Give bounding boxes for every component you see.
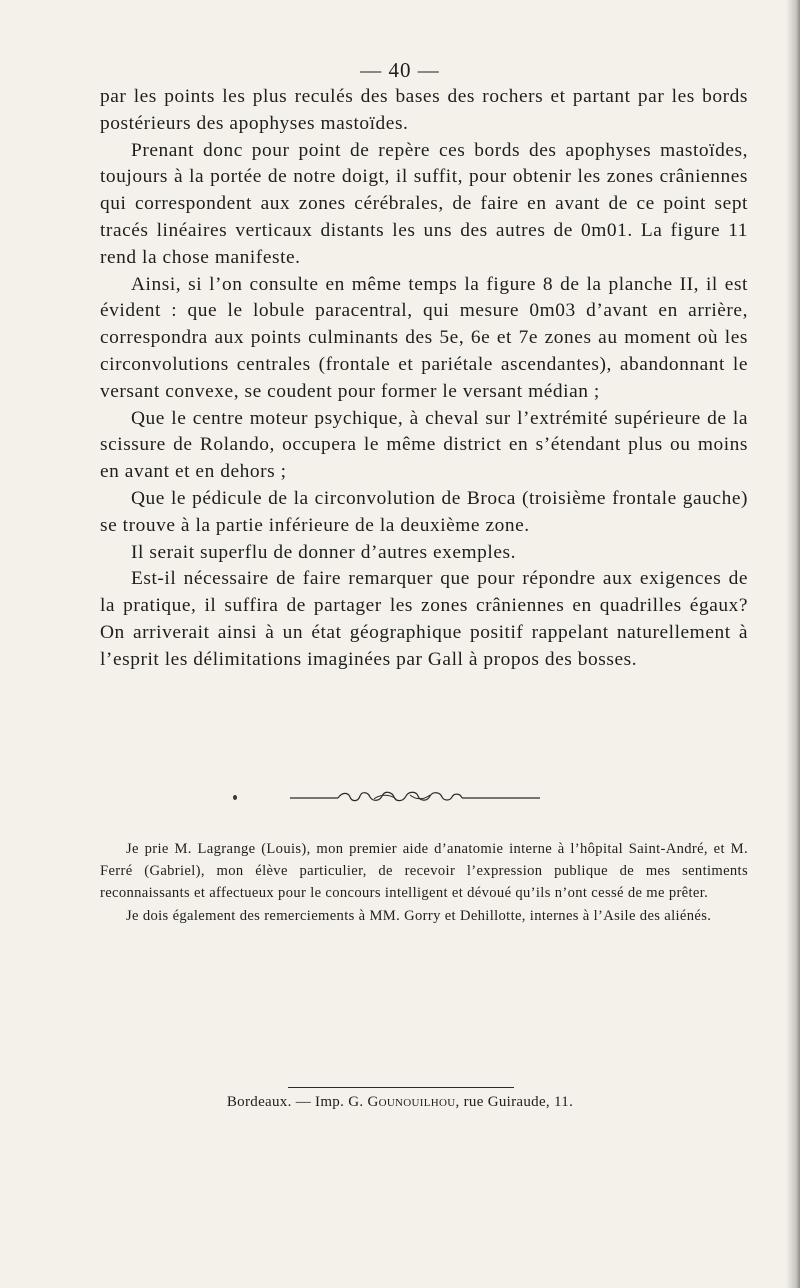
paragraph: Prenant donc pour point de repère ces bords des apophyses mastoïdes, toujours à la portée de notre doigt, il suffit, pour obtenir les zones crâniennes qui correspondent aux zones cérébrales, de faire en avant de ce point sept tracés linéaires verticaux distants les uns des autres de 0m01. La figure 11 rend la chose manifeste. <box>100 139 748 268</box>
page-edge-shadow <box>786 0 800 1288</box>
imprint-prefix: Bordeaux. — Imp. G. <box>226 1094 368 1110</box>
printer-imprint <box>0 1094 800 1111</box>
ink-speck-icon <box>233 795 237 800</box>
fleuron-rule-icon <box>290 790 540 804</box>
paragraph: par les points les plus reculés des bases des rochers et partant par les bords postérieurs des apophyses mastoïdes. <box>100 86 748 134</box>
imprint-printer: Gounouilhou <box>367 1094 456 1110</box>
page-number: — 40 — <box>360 58 440 82</box>
paragraph: Que le pédicule de la circonvolution de Broca (troisième frontale gauche) se trouve à la partie inférieure de la deuxième zone. <box>100 487 748 536</box>
paragraph: Ainsi, si l’on consulte en même temps la figure 8 de la planche II, il est évident : que le lobule paracentral, qui mesure 0m03 d’avant en arrière, correspondra aux points culminants des 5e, 6e et 7e zones au moment où les circonvolutions centrales (frontale et pariétale ascendantes), abandonnant le versant convexe, se coudent pour former le versant médian ; <box>100 273 748 402</box>
paragraph: Il serait superflu de donner d’autres exemples. <box>131 541 516 563</box>
acknowledgment-paragraph: Je dois également des remerciements à MM. Gorry et Dehillotte, internes à l’Asile des aliénés. <box>126 907 712 924</box>
acknowledgment-paragraph: Je prie M. Lagrange (Louis), mon premier aide d’anatomie interne à l’hôpital Saint-André, et M. Ferré (Gabriel), mon élève particulier, de recevoir l’expression publique de mes sentiments reconnaissants et affectueux pour le concours intelligent et dévoué qu’ils n’ont cessé de me prêter. <box>100 841 748 902</box>
paragraph: Que le centre moteur psychique, à cheval sur l’extrémité supérieure de la scissure de Rolando, occupera le même district en s’étendant plus ou moins en avant et en dehors ; <box>100 407 748 483</box>
imprint-rule <box>288 1087 514 1088</box>
main-text <box>100 84 748 674</box>
acknowledgments <box>100 838 748 927</box>
paragraph: Est-il nécessaire de faire remarquer que pour répondre aux exigences de la pratique, il suffira de partager les zones crâniennes en quadrilles égaux? On arriverait ainsi à un état géographique positif rappelant naturellement à l’esprit les délimitations imaginées par Gall à propos des bosses. <box>100 568 748 670</box>
imprint-suffix: , rue Guiraude, 11. <box>455 1094 574 1110</box>
